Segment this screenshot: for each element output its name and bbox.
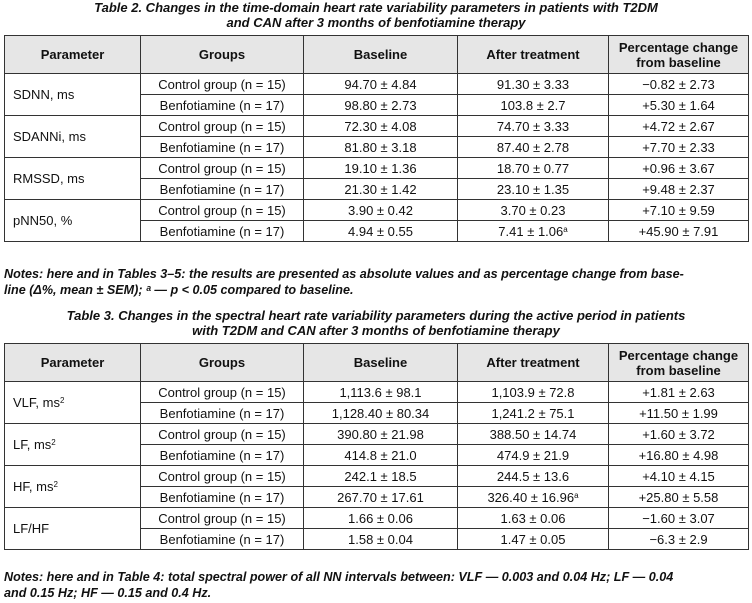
baseline-cell: [304, 158, 458, 179]
baseline-cell: [304, 424, 458, 445]
after-treatment-value: 388.50 ± 14.74: [489, 426, 577, 442]
table-row: [5, 116, 749, 137]
after-treatment-superscript: a: [574, 490, 579, 500]
parameter-label: LF/HF: [13, 521, 50, 536]
table2-body: [5, 74, 749, 242]
percentage-change-cell: [609, 424, 749, 445]
parameter-label: RMSSD, ms: [13, 171, 85, 186]
group-cell: [141, 74, 304, 95]
percentage-change-value: +7.70 ± 2.33: [642, 139, 715, 155]
percentage-change-cell: [609, 221, 749, 242]
group-cell: [141, 466, 304, 487]
baseline-cell: [304, 116, 458, 137]
group-value: Benfotiamine (n = 17): [159, 97, 285, 113]
after-treatment-cell: [458, 74, 609, 95]
percentage-change-cell: [609, 116, 749, 137]
baseline-cell: [304, 382, 458, 403]
table-row: [5, 382, 749, 403]
table3-notes-line1: Notes: here and in Table 4: total spectral power of all NN intervals between: VLF — 0.003 and 0.04 Hz; LF — 0.04: [4, 570, 674, 584]
after-treatment-cell: [458, 137, 609, 158]
table3-notes: [4, 569, 750, 601]
after-treatment-cell: [458, 487, 609, 508]
group-value: Control group (n = 15): [158, 160, 286, 176]
header-baseline: Baseline: [304, 344, 458, 382]
after-treatment-value: 244.5 ± 13.6: [496, 468, 570, 484]
parameter-label: pNN50, %: [13, 213, 73, 228]
group-cell: [141, 179, 304, 200]
baseline-cell: [304, 179, 458, 200]
baseline-cell: [304, 508, 458, 529]
header-groups: Groups: [141, 344, 304, 382]
percentage-change-cell: [609, 445, 749, 466]
percentage-change-value: +16.80 ± 4.98: [638, 447, 719, 463]
table-row: [5, 466, 749, 487]
group-value: Benfotiamine (n = 17): [159, 139, 285, 155]
table-row: [5, 74, 749, 95]
after-treatment-value: 18.70 ± 0.77: [496, 160, 570, 176]
table2: [4, 35, 749, 242]
group-cell: [141, 487, 304, 508]
baseline-cell: [304, 137, 458, 158]
baseline-value: 19.10 ± 1.36: [344, 160, 417, 176]
percentage-change-value: +25.80 ± 5.58: [638, 489, 719, 505]
after-treatment-value: 3.70 ± 0.23: [500, 202, 566, 218]
group-cell: [141, 95, 304, 116]
baseline-cell: [304, 445, 458, 466]
percentage-change-value: +11.50 ± 1.99: [639, 405, 718, 421]
group-cell: [141, 116, 304, 137]
percentage-change-cell: [609, 403, 749, 424]
percentage-change-value: +45.90 ± 7.91: [638, 223, 719, 239]
percentage-change-cell: [609, 382, 749, 403]
percentage-change-cell: [609, 137, 749, 158]
after-treatment-value: 87.40 ± 2.78: [496, 139, 570, 155]
table2-caption-line2: and CAN after 3 months of benfotiamine therapy: [226, 15, 526, 30]
table-row: [5, 508, 749, 529]
parameter-cell: [5, 508, 141, 550]
percentage-change-cell: [609, 179, 749, 200]
parameter-cell: [5, 466, 141, 508]
after-treatment-cell: [458, 200, 609, 221]
header-percentage-change: Percentage change from baseline: [609, 36, 749, 74]
after-treatment-cell: [458, 382, 609, 403]
baseline-value: 94.70 ± 4.84: [344, 76, 417, 92]
percentage-change-value: +4.10 ± 4.15: [642, 468, 715, 484]
header-after-treatment: After treatment: [458, 36, 609, 74]
group-value: Control group (n = 15): [158, 426, 286, 442]
baseline-value: 1.66 ± 0.06: [348, 510, 413, 526]
percentage-change-value: +1.60 ± 3.72: [642, 426, 715, 442]
group-cell: [141, 221, 304, 242]
after-treatment-cell: [458, 158, 609, 179]
percentage-change-cell: [609, 74, 749, 95]
after-treatment-cell: [458, 403, 609, 424]
baseline-value: 1,113.6 ± 98.1: [339, 384, 422, 400]
percentage-change-cell: [609, 200, 749, 221]
percentage-change-cell: [609, 158, 749, 179]
after-treatment-value: 326.40 ± 16.96: [487, 489, 575, 505]
group-value: Benfotiamine (n = 17): [159, 223, 285, 239]
header-parameter: Parameter: [5, 36, 141, 74]
baseline-value: 72.30 ± 4.08: [344, 118, 417, 134]
parameter-label: VLF, ms: [13, 395, 60, 410]
parameter-superscript: 2: [59, 396, 65, 405]
group-cell: [141, 137, 304, 158]
baseline-cell: [304, 487, 458, 508]
table3-notes-line2: and 0.15 Hz; HF — 0.15 and 0.4 Hz.: [4, 586, 212, 600]
table2-caption-line1: Table 2. Changes in the time-domain heart rate variability parameters in patients with T2DM: [94, 0, 658, 15]
parameter-cell: [5, 424, 141, 466]
baseline-value: 390.80 ± 21.98: [337, 426, 424, 442]
parameter-label: LF, ms: [13, 437, 52, 452]
after-treatment-value: 23.10 ± 1.35: [496, 181, 570, 197]
after-treatment-value: 1.63 ± 0.06: [500, 510, 566, 526]
table3-caption: [0, 308, 752, 338]
group-cell: [141, 158, 304, 179]
header-groups: Groups: [141, 36, 304, 74]
table-row: [5, 158, 749, 179]
group-cell: [141, 424, 304, 445]
table3-caption-line1: Table 3. Changes in the spectral heart rate variability parameters during the active period in patients: [66, 308, 686, 323]
percentage-change-value: +5.30 ± 1.64: [642, 97, 715, 113]
group-value: Benfotiamine (n = 17): [159, 447, 285, 463]
baseline-cell: [304, 529, 458, 550]
group-value: Benfotiamine (n = 17): [159, 531, 285, 547]
baseline-value: 1,128.40 ± 80.34: [331, 405, 430, 421]
group-cell: [141, 529, 304, 550]
group-value: Control group (n = 15): [158, 384, 286, 400]
after-treatment-cell: [458, 529, 609, 550]
baseline-cell: [304, 403, 458, 424]
percentage-change-value: −1.60 ± 3.07: [642, 510, 715, 526]
after-treatment-cell: [458, 116, 609, 137]
percentage-change-cell: [609, 487, 749, 508]
table3: [4, 343, 749, 550]
group-cell: [141, 508, 304, 529]
parameter-label: HF, ms: [13, 479, 54, 494]
percentage-change-cell: [609, 508, 749, 529]
percentage-change-value: +9.48 ± 2.37: [642, 181, 715, 197]
after-treatment-value: 1.47 ± 0.05: [500, 531, 566, 547]
header-parameter: Parameter: [5, 344, 141, 382]
percentage-change-cell: [609, 529, 749, 550]
baseline-cell: [304, 74, 458, 95]
group-value: Control group (n = 15): [158, 510, 286, 526]
table2-notes-line1: Notes: here and in Tables 3–5: the results are presented as absolute values and as percentage change from base-: [4, 267, 684, 281]
percentage-change-value: −6.3 ± 2.9: [649, 531, 708, 547]
after-treatment-value: 91.30 ± 3.33: [496, 76, 570, 92]
parameter-cell: [5, 382, 141, 424]
parameter-label: SDNN, ms: [13, 87, 75, 102]
parameter-cell: [5, 116, 141, 158]
table2-notes: [4, 266, 750, 298]
baseline-cell: [304, 221, 458, 242]
after-treatment-value: 103.8 ± 2.7: [500, 97, 566, 113]
group-cell: [141, 403, 304, 424]
table2-notes-line2: line (Δ%, mean ± SEM); ᵃ — p < 0.05 compared to baseline.: [4, 283, 354, 297]
after-treatment-cell: [458, 424, 609, 445]
group-value: Control group (n = 15): [158, 202, 286, 218]
group-value: Benfotiamine (n = 17): [159, 489, 285, 505]
parameter-label: SDANNi, ms: [13, 129, 86, 144]
parameter-cell: [5, 74, 141, 116]
header-baseline: Baseline: [304, 36, 458, 74]
percentage-change-value: +4.72 ± 2.67: [642, 118, 715, 134]
percentage-change-value: +7.10 ± 9.59: [642, 202, 715, 218]
baseline-value: 98.80 ± 2.73: [344, 97, 417, 113]
after-treatment-cell: [458, 445, 609, 466]
group-value: Control group (n = 15): [158, 468, 286, 484]
after-treatment-cell: [458, 179, 609, 200]
table-row: [5, 200, 749, 221]
group-value: Control group (n = 15): [158, 118, 286, 134]
parameter-cell: [5, 200, 141, 242]
after-treatment-cell: [458, 466, 609, 487]
table-row: [5, 424, 749, 445]
group-cell: [141, 445, 304, 466]
parameter-superscript: 2: [51, 438, 56, 447]
group-cell: [141, 200, 304, 221]
table2-header-row: [5, 36, 749, 74]
after-treatment-cell: [458, 508, 609, 529]
table3-header-row: [5, 344, 749, 382]
group-value: Benfotiamine (n = 17): [159, 405, 285, 421]
group-value: Control group (n = 15): [158, 76, 286, 92]
baseline-value: 4.94 ± 0.55: [348, 223, 413, 239]
table2-caption: [0, 0, 752, 30]
after-treatment-cell: [458, 95, 609, 116]
after-treatment-value: 1,103.9 ± 72.8: [491, 384, 575, 400]
group-cell: [141, 382, 304, 403]
baseline-value: 267.70 ± 17.61: [337, 489, 424, 505]
percentage-change-value: +1.81 ± 2.63: [642, 384, 715, 400]
after-treatment-value: 7.41 ± 1.06: [498, 223, 564, 239]
baseline-cell: [304, 95, 458, 116]
baseline-cell: [304, 466, 458, 487]
percentage-change-cell: [609, 95, 749, 116]
baseline-value: 3.90 ± 0.42: [348, 202, 413, 218]
after-treatment-value: 74.70 ± 3.33: [496, 118, 570, 134]
parameter-cell: [5, 158, 141, 200]
after-treatment-value: 474.9 ± 21.9: [496, 447, 570, 463]
percentage-change-value: +0.96 ± 3.67: [642, 160, 715, 176]
table3-body: [5, 382, 749, 550]
header-percentage-change: Percentage change from baseline: [609, 344, 749, 382]
parameter-superscript: 2: [53, 480, 58, 489]
baseline-cell: [304, 200, 458, 221]
after-treatment-superscript: a: [563, 224, 568, 234]
baseline-value: 21.30 ± 1.42: [344, 181, 417, 197]
after-treatment-value: 1,241.2 ± 75.1: [491, 405, 575, 421]
percentage-change-value: −0.82 ± 2.73: [642, 76, 715, 92]
baseline-value: 242.1 ± 18.5: [344, 468, 417, 484]
baseline-value: 81.80 ± 3.18: [344, 139, 417, 155]
after-treatment-cell: [458, 221, 609, 242]
baseline-value: 414.8 ± 21.0: [344, 447, 417, 463]
percentage-change-cell: [609, 466, 749, 487]
table3-caption-line2: with T2DM and CAN after 3 months of benfotiamine therapy: [192, 323, 560, 338]
header-after-treatment: After treatment: [458, 344, 609, 382]
baseline-value: 1.58 ± 0.04: [348, 531, 413, 547]
group-value: Benfotiamine (n = 17): [159, 181, 285, 197]
